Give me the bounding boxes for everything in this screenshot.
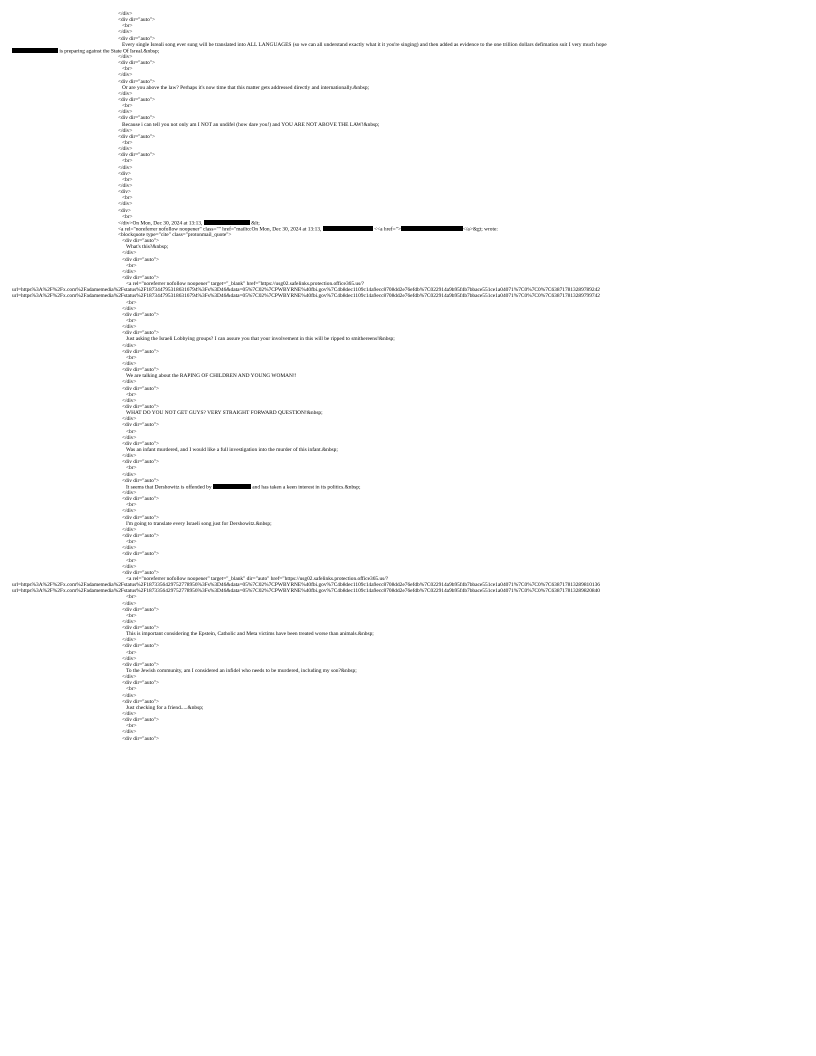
source-line: </div> (122, 563, 137, 570)
source-line: <br> (126, 465, 137, 472)
source-line: <div dir="auto"> (122, 496, 160, 503)
source-line: </div> (122, 416, 137, 423)
source-line: </div> (122, 250, 137, 257)
source-line: Because i can tell you not only am I NOT an undifel (how dare you!) and YOU ARE NOT ABOVE THE LAW!&nbsp; (122, 121, 380, 128)
source-line: <div dir="auto"> (122, 330, 160, 337)
source-line: <br> (122, 103, 133, 110)
source-line: </div> (118, 11, 133, 17)
source-line: <div> (118, 170, 131, 177)
source-line: </div> (122, 489, 137, 496)
source-line: Or are you above the law? Perhaps it's now time that this matter gets addressed directly and internationally.&nbsp; (122, 84, 370, 91)
source-line: </div> (122, 379, 137, 386)
source-line: <div dir="auto"> (122, 735, 160, 742)
source-line: <br> (126, 428, 137, 435)
source-line: <br> (126, 391, 137, 398)
source-line: </div> (122, 545, 137, 552)
source-line: <br> (126, 649, 137, 656)
source-line: <div dir="auto"> (118, 17, 156, 24)
source-line: url=https%3A%2F%2Fx.com%2Fadamemedia%2Fstatus%2F1873356429752778956%3Fs%3D46&data=05%7C02%7CPWBYRNE%40fbi.gov%7C4b8dec1109c14a9ecc8708dd2e76efdb%7C022914a9b95f4b7bbace551ce1a04071%7C0%7C0%7C638717813289810136 (12, 582, 600, 589)
source-line: <a rel="noreferrer nofollow noopener" target="_blank" href="https://usg02.safelinks.protection.office365.us/? (126, 281, 365, 288)
source-text: <<a href="> (372, 226, 401, 233)
source-line: We are talking about the RAPING OF CHILDREN AND YOUNG WOMAN!! (126, 373, 297, 380)
source-line: </div> (122, 471, 137, 478)
source-line: <div dir="auto"> (122, 367, 160, 374)
source-line: <div dir="auto"> (122, 514, 160, 521)
source-line: url=https%3A%2F%2Fx.com%2Fadamemedia%2Fstatus%2F1873447953186316794%3Fs%3D46&data=05%7C02%7CPWBYRNE%40fbi.gov%7C4b8dec1109c14a9ecc8708dd2e76efdb%7C022914a9b95f4b7bbace551ce1a04071%7C0%7C0%7C638717813289799742 (12, 293, 600, 300)
source-text: </a>&gt; wrote: (462, 226, 498, 233)
source-line: </div> (118, 146, 133, 153)
source-line: </div> (122, 526, 137, 533)
source-line: <div dir="auto"> (118, 78, 156, 85)
source-line: url=https%3A%2F%2Fx.com%2Fadamemedia%2Fstatus%2F1873356429752778956%3Fs%3D46&data=05%7C02%7CPWBYRNE%40fbi.gov%7C4b8dec1109c14a9ecc8708dd2e76efdb%7C022914a9b95f4b7bbace551ce1a04071%7C0%7C0%7C638717813289820840 (12, 588, 600, 595)
source-line: <div dir="auto"> (122, 661, 160, 668)
source-line: Just checking for a friend.....&nbsp; (126, 704, 204, 711)
source-line: <div dir="auto"> (122, 625, 160, 632)
redaction-bar (12, 48, 58, 53)
source-line: </div> (118, 201, 133, 208)
source-line: </div> (118, 53, 133, 60)
source-line: </div> (122, 618, 137, 625)
source-line: </div> (122, 711, 137, 718)
source-line: <div dir="auto"> (122, 643, 160, 650)
source-line: </div> (122, 692, 137, 699)
source-line: <br> (122, 23, 133, 30)
source-line: </div> (122, 305, 137, 312)
source-line: <div dir="auto"> (122, 551, 160, 558)
source-line: <br> (122, 66, 133, 73)
source-line: <div dir="auto"> (122, 606, 160, 613)
source-line: To the Jewish community, am I considered an infidel who needs to be murdered, including my son?&nbsp; (126, 668, 357, 675)
source-line: <div dir="auto"> (122, 385, 160, 392)
source-line: <br> (126, 612, 137, 619)
source-line: <div dir="auto"> (122, 256, 160, 263)
source-line: <div dir="auto"> (122, 698, 160, 705)
source-line: </div> (122, 729, 137, 736)
source-line: <div dir="auto"> (122, 275, 160, 282)
source-line: </div> (118, 90, 133, 97)
source-line: <br> (126, 723, 137, 730)
source-line: <br> (126, 539, 137, 546)
source-line: <div dir="auto"> (122, 238, 160, 245)
source-text: is preparing against the State Of Isreal.&nbsp; (58, 48, 160, 55)
source-text: It seems that Dershowitz is offended by (126, 484, 213, 491)
source-line: </div> (118, 29, 133, 36)
source-line: <br> (122, 176, 133, 183)
source-line: <div dir="auto"> (118, 133, 156, 140)
source-text: and has taken a keen interest in its politics.&nbsp; (250, 484, 361, 491)
source-line: </div> (122, 674, 137, 681)
source-line: </div> (122, 397, 137, 404)
source-line: <br> (126, 262, 137, 269)
source-line: What's this?&nbsp; (126, 244, 169, 251)
source-line: <div dir="auto"> (118, 35, 156, 42)
source-line: <div dir="auto"> (122, 422, 160, 429)
source-line: <br> (126, 502, 137, 509)
source-line: <div dir="auto"> (122, 440, 160, 447)
source-line: <div dir="auto"> (118, 152, 156, 159)
source-line: <br> (126, 354, 137, 361)
source-line: </div> (122, 342, 137, 349)
source-line: <div dir="auto"> (118, 60, 156, 67)
source-line: WHAT DO YOU NOT GET GUYS? VERY STRAIGHT FORWARD QUESTION!&nbsp; (126, 410, 323, 417)
source-line: Was an infant murdered, and I would like a full investigation into the murder of this infant.&nbsp; (126, 446, 338, 453)
source-line: </div> (118, 164, 133, 171)
source-line: </div> (118, 109, 133, 116)
source-line: <div dir="auto"> (122, 404, 160, 410)
source-line: <br> (122, 195, 133, 202)
source-line: <br> (122, 139, 133, 146)
source-line: This is important considering the Epstein, Catholic and Meta victims have been treated worse than animals.&nbsp; (126, 631, 374, 638)
source-line: </div> (122, 655, 137, 662)
source-line: <br> (122, 158, 133, 165)
source-line: <div dir="auto"> (122, 532, 160, 539)
source-line: <div dir="auto"> (122, 348, 160, 355)
source-line: </div> (122, 434, 137, 441)
source-line: <div dir="auto"> (118, 115, 156, 122)
source-text: &lt; (249, 220, 260, 227)
source-line: <a rel="noreferrer nofollow noopener" target="_blank" dir="auto" href="https://usg02.safelinks.protection.office365.us/? (126, 575, 389, 582)
source-line: <div dir="auto"> (122, 717, 160, 724)
source-line: <br> (126, 686, 137, 693)
source-line: </div> (122, 508, 137, 515)
source-line: <div dir="auto"> (118, 96, 156, 103)
source-line: </div> (122, 361, 137, 368)
redaction-bar (213, 484, 251, 489)
source-line: Every single Isreali song ever sung will be translated into ALL LANGUAGES (so we can all understand exactly what it it you're singing) and then added as evidence to the one trillion dollars defimation suit I very much hope (122, 41, 607, 48)
source-line: </div> (122, 268, 137, 275)
source-line: </div> (122, 324, 137, 331)
source-line: Just asking the Israeli Lobbying groups? I can assure you that your involvement in this will be ripped to smithereens!&nbsp; (126, 336, 395, 343)
source-line: <div dir="auto"> (122, 459, 160, 466)
source-line: </div> (122, 453, 137, 460)
source-line: </div> (122, 637, 137, 644)
source-line: </div> (118, 127, 133, 134)
source-line: <div dir="auto"> (122, 569, 160, 576)
source-line: </div> (122, 600, 137, 607)
source-line: <div dir="auto"> (122, 311, 160, 318)
redaction-bar (204, 220, 250, 225)
source-line: I'm going to translate every Israeli song just for Dershowitz.&nbsp; (126, 520, 272, 527)
source-line: <div dir="auto"> (122, 680, 160, 687)
source-text: </div>On Mon, Dec 30, 2024 at 13:13, (118, 220, 204, 227)
source-line: <div dir="auto"> (122, 477, 160, 484)
source-line: <br> (126, 318, 137, 325)
source-line: <br> (122, 213, 133, 220)
source-text: <a rel="noreferrer nofollow noopener" class="" href="mailto:On Mon, Dec 30, 2024 at 13:13, (118, 226, 323, 233)
source-line: url=https%3A%2F%2Fx.com%2Fadamemedia%2Fstatus%2F1873447953186316794%3Fs%3D46&data=05%7C02%7CPWBYRNE%40fbi.gov%7C4b8dec1109c14a9ecc8708dd2e76efdb%7C022914a9b95f4b7bbace551ce1a04071%7C0%7C0%7C638717813289789242 (12, 287, 600, 294)
redaction-bar (401, 226, 463, 231)
source-line: <br> (126, 557, 137, 564)
source-line: <div> (118, 189, 131, 196)
source-line: <br> (126, 299, 137, 306)
source-line: </div> (118, 182, 133, 189)
source-line: <br> (126, 594, 137, 601)
source-line: <div> (118, 207, 131, 214)
source-line: </div> (118, 72, 133, 79)
redaction-bar (323, 226, 373, 231)
source-line: <blockquote type="cite" class="protonmail_quote"> (118, 232, 232, 239)
